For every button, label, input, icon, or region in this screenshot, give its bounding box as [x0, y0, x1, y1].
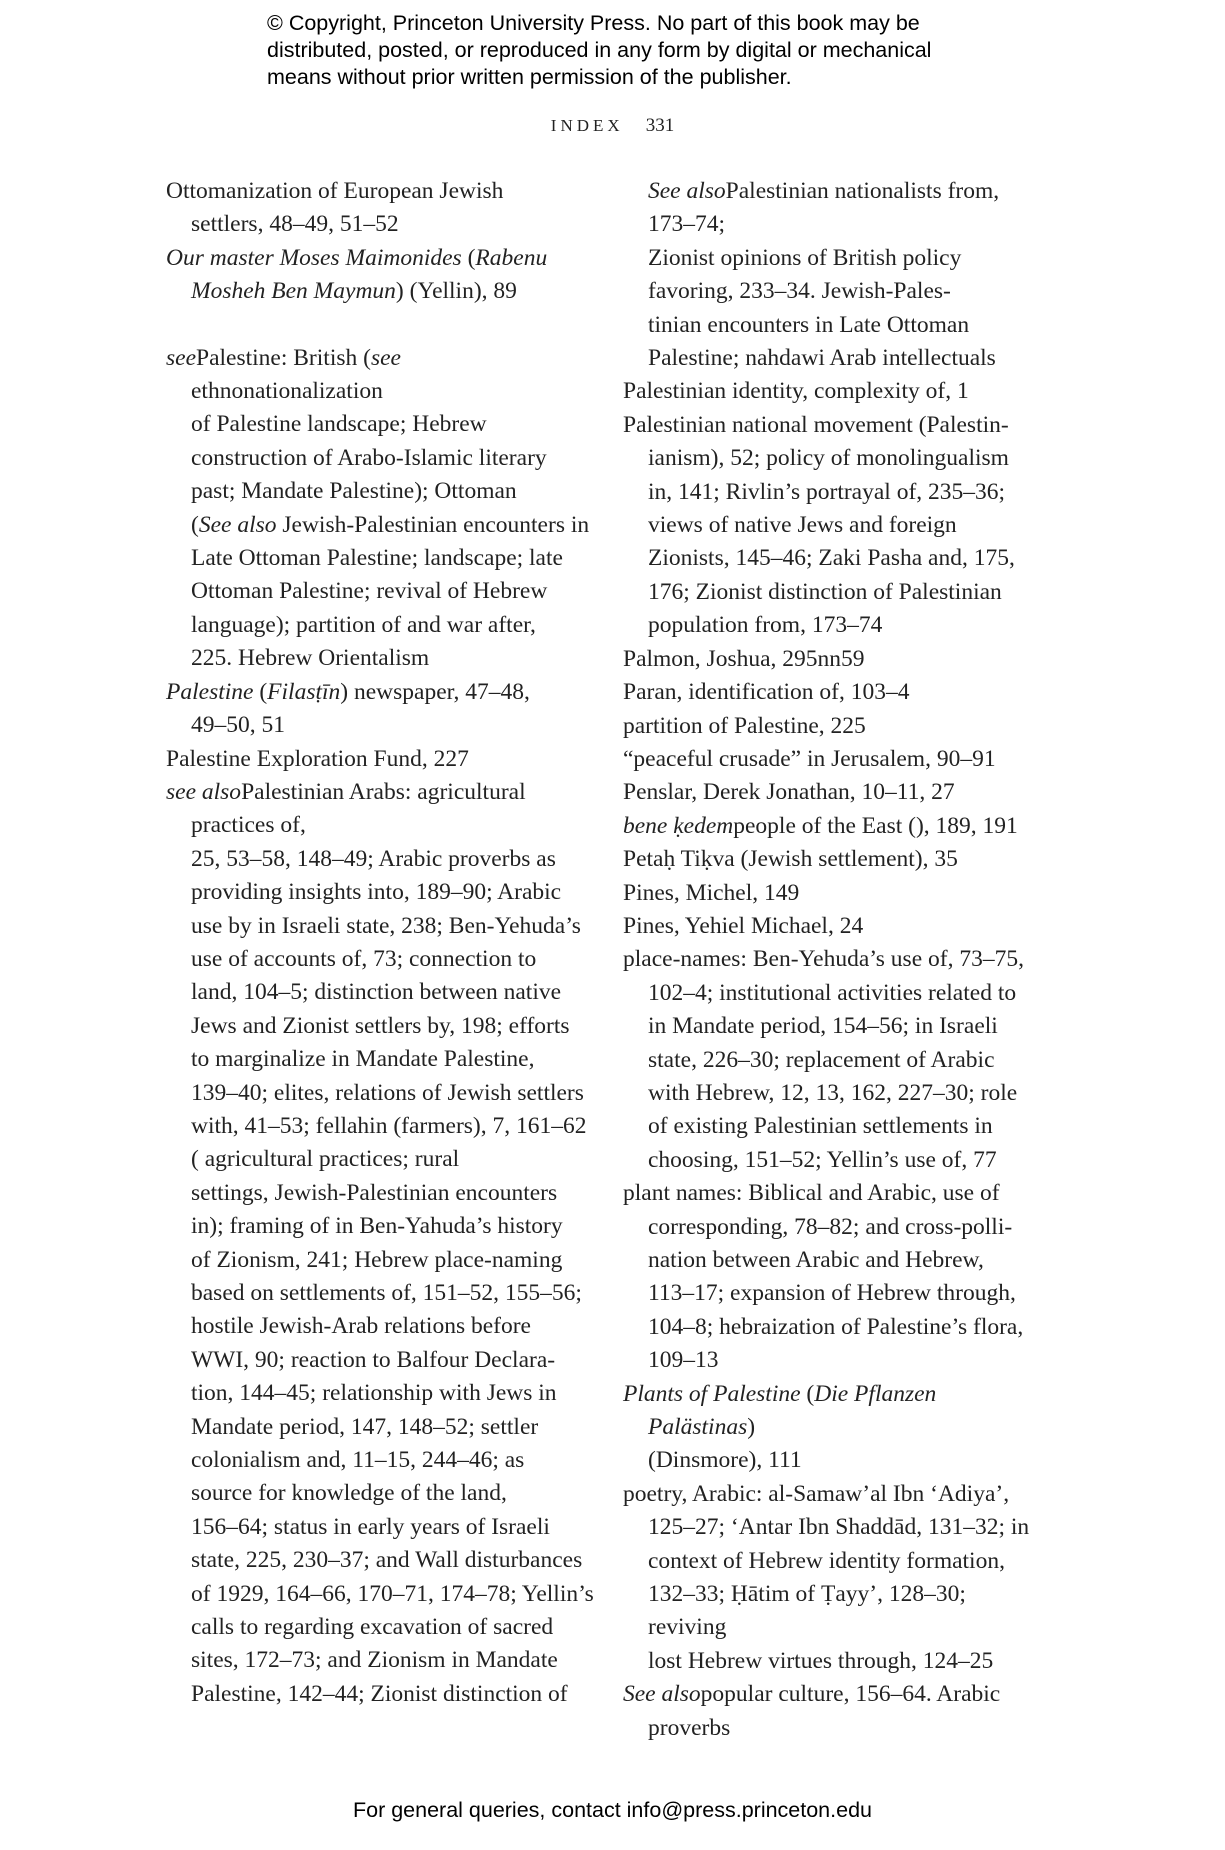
index-entry — [623, 375, 1033, 408]
index-entry-italic: see also — [166, 778, 242, 805]
index-entry-text: ) (Yellin), 89 — [395, 278, 517, 305]
index-entry-italic: Plants of Palestine — [623, 1380, 801, 1407]
running-head-label: INDEX — [550, 116, 624, 135]
index-entry — [166, 242, 596, 309]
index-column-right — [623, 175, 1033, 1745]
index-entry — [623, 877, 1033, 910]
index-entry-text: Palmon, Joshua, 295nn59 — [623, 645, 865, 672]
index-entry — [623, 776, 1033, 809]
index-entry — [623, 643, 1033, 676]
index-entry-text: Palestinian Arabs: agricultural practices of, 25, 53–58, 148–49; Arabic proverbs as providing insights into, 189–90; Arabic use by in Israeli state, 238; Ben-Yehuda’s use of accounts of, 73; connection to land, 104–5; distinction between native Jews and Zionist settlers by, 198; efforts to marginalize in Mandate Palestine, 139–40; elites, relations of Jewish settlers with, 41–53; fellahin (farmers), 7, 161–62 ( — [191, 778, 587, 1173]
index-entry — [166, 676, 596, 743]
index-entry-italic: Palestine — [166, 678, 254, 705]
index-entry-text: Pines, Yehiel Michael, 24 — [623, 912, 864, 939]
index-entry-text: Paran, identification of, 103–4 — [623, 679, 910, 706]
index-entry — [166, 342, 596, 676]
index-entry-text: Pines, Michel, 149 — [623, 879, 800, 906]
index-entry-italic: bene ḳedem — [623, 812, 734, 839]
index-entry-italic: Filasṭīn — [267, 678, 341, 705]
index-entry-italic: Our master Moses Maimonides — [166, 244, 462, 271]
index-entry-text: ), 189, 191 — [915, 812, 1018, 839]
index-entry-text: agricultural practices; rural settings, Jewish-Palestinian encounters in); framing of in Ben-Yahuda’s history of Zionism, 241; Hebrew place-naming based on settlements of, 151–52, 155–56; hostile Jewish-Arab relations before WWI, 90; reaction to Balfour Declara- tion, 144–45; relationship with Jews in Mandate period, 147, 148–52; settler colonialism and, 11–15, 244–46; as source for knowledge of the land, 156–64; status in early years of Israeli state, 225, 230–37; and Wall disturbances of 1929, 164–66, 170–71, 174–78; Yellin’s calls to regarding excavation of sacred sites, 172–73; and Zionism in Mandate Palestine, 142–44; Zionist distinction of — [191, 1146, 594, 1707]
index-entry-italic: See also — [623, 1681, 701, 1708]
index-entry — [166, 776, 596, 1711]
index-entry-text: plant names: Biblical and Arabic, use of corresponding, 78–82; and cross-polli- nation between Arabic and Hebrew, 113–17; expansion of Hebrew through, 104–8; hebraization of Palestine’s flora, 109–13 — [623, 1180, 1024, 1374]
index-entry — [623, 710, 1033, 743]
index-entry-text: Palestinian national movement (Palestin- ianism), 52; policy of monolingualism in, 141; Rivlin’s portrayal of, 235–36; views of native Jews and foreign Zionists, 145–46; Zaki Pasha and, 175, 176; Zionist distinction of Palestinian population from, 173–74 — [623, 411, 1015, 639]
index-entry-text: Ottomanization of European Jewish settlers, 48–49, 51–52 — [166, 178, 504, 238]
index-entry-text: popular culture, 156–64. — [700, 1681, 937, 1708]
index-entry — [623, 943, 1033, 1177]
index-entry-text: poetry, Arabic: al-Samaw’al Ibn ‘Adiya’, 125–27; ‘Antar Ibn Shaddād, 131–32; in context of Hebrew identity formation, 132–33; Ḥātim of Ṭayy’, 128–30; reviving lost Hebrew virtues through, 124–25 — [623, 1480, 1030, 1674]
index-entry — [166, 175, 596, 242]
index-entry-italic: See also — [198, 511, 277, 538]
index-entry-text: Jewish-Palestinian encounters in Late Ottoman Palestine; landscape; late Ottoman Palestine; revival of Hebrew language); partition of and war after, 225. — [191, 511, 590, 672]
index-entry-text: place-names: Ben-Yehuda’s use of, 73–75, 102–4; institutional activities related to in Mandate period, 154–56; in Israeli state, 226–30; replacement of Arabic with Hebrew, 12, 13, 162, 227–30; role of existing Palestinian settlements in choosing, 151–52; Yellin’s use of, 77 — [623, 946, 1024, 1173]
copyright-notice: © Copyright, Princeton University Press. No part of this book may be distributed, posted, or reproduced in any form by digital or mechanical means without prior written permission of the publisher. — [267, 11, 932, 89]
index-entry-text: Arabic proverbs — [648, 1681, 1001, 1741]
index-entry-text: Hebrew Orientalism — [238, 645, 430, 672]
index-entry-text: Palestine: British ( — [196, 344, 371, 371]
index-entry-text: Palestine Exploration Fund, 227 — [166, 745, 469, 772]
index-entry-text: Jewish-Pales- tinian encounters in Late Ottoman Palestine; nahdawi Arab intellectuals — [648, 278, 996, 372]
index-entry-text: partition of Palestine, 225 — [623, 712, 866, 739]
index-entry — [623, 1378, 1033, 1478]
index-entry — [623, 743, 1033, 776]
index-entry-italic: See also — [648, 178, 726, 204]
index-entry-italic: Die Pflanzen Palästinas — [648, 1380, 937, 1441]
index-entry — [623, 1177, 1033, 1377]
index-entry-text: “peaceful crusade” in Jerusalem, 90–91 — [623, 745, 996, 772]
index-entry-italic: see — [370, 344, 401, 371]
index-entry-text: Petaḥ Tiḳva (Jewish settlement), 35 — [623, 846, 958, 873]
index-entry-text: Palestinian nationalists from, 173–74; Zionist opinions of British policy favoring, 233–34. — [648, 178, 1000, 305]
footer-contact: For general queries, contact info@press.princeton.edu — [352, 1798, 872, 1822]
index-entry-italic: Rabenu Mosheh Ben Maymun — [191, 244, 548, 305]
index-column-left — [166, 175, 596, 1711]
page-number: 331 — [645, 115, 675, 136]
index-entry — [623, 409, 1033, 643]
index-entry — [623, 810, 1033, 843]
index-entry-text: ) newspaper, 47–48, 49–50, 51 — [191, 678, 530, 739]
running-head — [0, 114, 1225, 138]
index-entry-italic: see — [166, 344, 197, 371]
index-entry-text: ( — [253, 678, 268, 705]
index-entry-text: Palestinian identity, complexity of, 1 — [623, 378, 969, 405]
index-entry — [166, 743, 596, 776]
index-entry-text: ( — [800, 1380, 815, 1407]
index-entry — [623, 175, 1033, 375]
index-entry — [623, 1678, 1033, 1745]
index-entry-text: ( — [461, 244, 476, 271]
index-entry-text: ) (Dinsmore), 111 — [648, 1414, 802, 1474]
index-entry-text: ethnonationalization of Palestine landscape; Hebrew construction of Arabo-Islamic literary past; Mandate Palestine); Ottoman ( — [191, 378, 547, 538]
index-entry — [623, 843, 1033, 876]
index-entry-text: people of the East ( — [733, 812, 916, 839]
index-entry-text: Penslar, Derek Jonathan, 10–11, 27 — [623, 779, 955, 806]
index-entry — [623, 1478, 1033, 1678]
index-entry — [623, 676, 1033, 709]
index-entry — [623, 910, 1033, 943]
